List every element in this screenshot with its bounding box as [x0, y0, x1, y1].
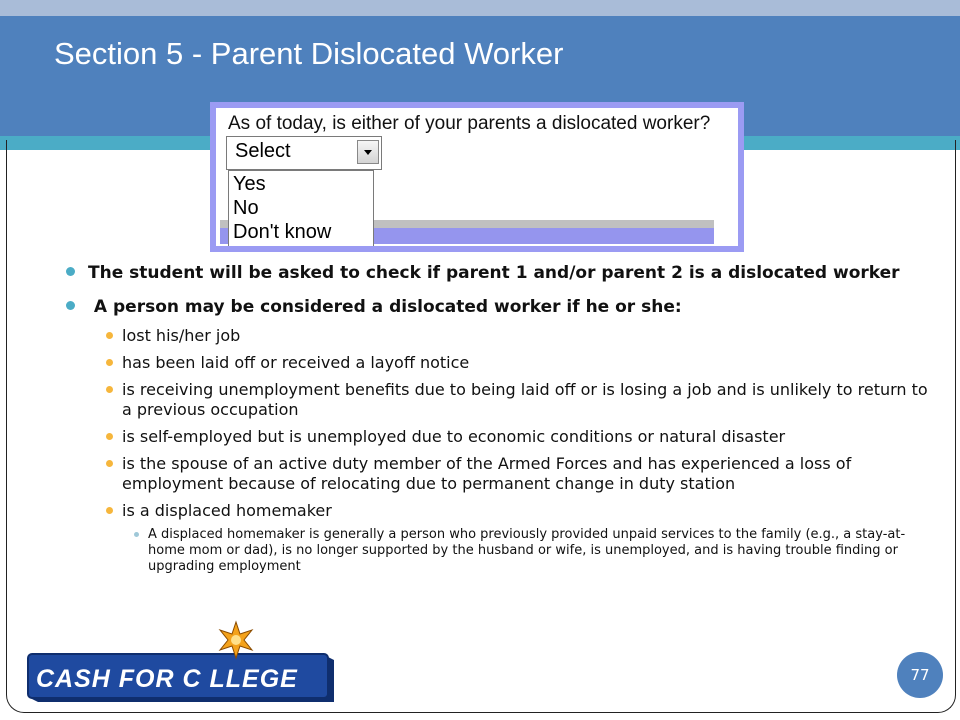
sub-bullet-item: is receiving unemployment benefits due to being laid off or is losing a job and is unlikely to return to a previous occupation	[106, 380, 936, 420]
page-number: 77	[897, 652, 943, 698]
option-yes[interactable]: Yes	[233, 173, 266, 195]
sub-bullet-item: is self-employed but is unemployed due to economic conditions or natural disaster	[106, 427, 936, 447]
bullet-item: The student will be asked to check if parent 1 and/or parent 2 is a dislocated worker	[66, 262, 936, 284]
cash-for-college-logo	[26, 620, 336, 704]
parent-dislocated-select[interactable]	[226, 136, 382, 170]
option-no[interactable]: No	[233, 197, 259, 219]
sub-bullet-item: is the spouse of an active duty member of the Armed Forces and has experienced a loss of employment because of relocating due to permanent change in duty station	[106, 454, 936, 494]
question-text: As of today, is either of your parents a dislocated worker?	[228, 113, 711, 134]
logo-text: CASH FOR C LLEGE	[36, 665, 298, 693]
slide-title: Section 5 - Parent Dislocated Worker	[54, 36, 564, 71]
sub-bullet-item: has been laid off or received a layoff notice	[106, 353, 936, 373]
select-dropdown-list	[228, 170, 374, 246]
option-dont-know[interactable]: Don't know	[233, 221, 332, 243]
chevron-down-icon[interactable]	[357, 140, 379, 164]
bullet-item: A person may be considered a dislocated worker if he or she:	[66, 296, 936, 318]
sub-bullet-item: lost his/her job	[106, 326, 936, 346]
top-strip	[0, 0, 960, 16]
select-value: Select	[235, 140, 291, 162]
embedded-screenshot-body	[216, 108, 738, 246]
bullet-list	[66, 262, 936, 575]
sub-bullet-item: is a displaced homemaker	[106, 501, 936, 521]
embedded-screenshot	[210, 102, 744, 252]
star-icon	[220, 622, 252, 658]
sub-sub-bullet-item: A displaced homemaker is generally a person who previously provided unpaid services to the family (e.g., a stay-at-home mom or dad), is no longer supported by the husband or wife, is unemployed, and is having trouble finding or upgrading employment	[134, 527, 928, 575]
